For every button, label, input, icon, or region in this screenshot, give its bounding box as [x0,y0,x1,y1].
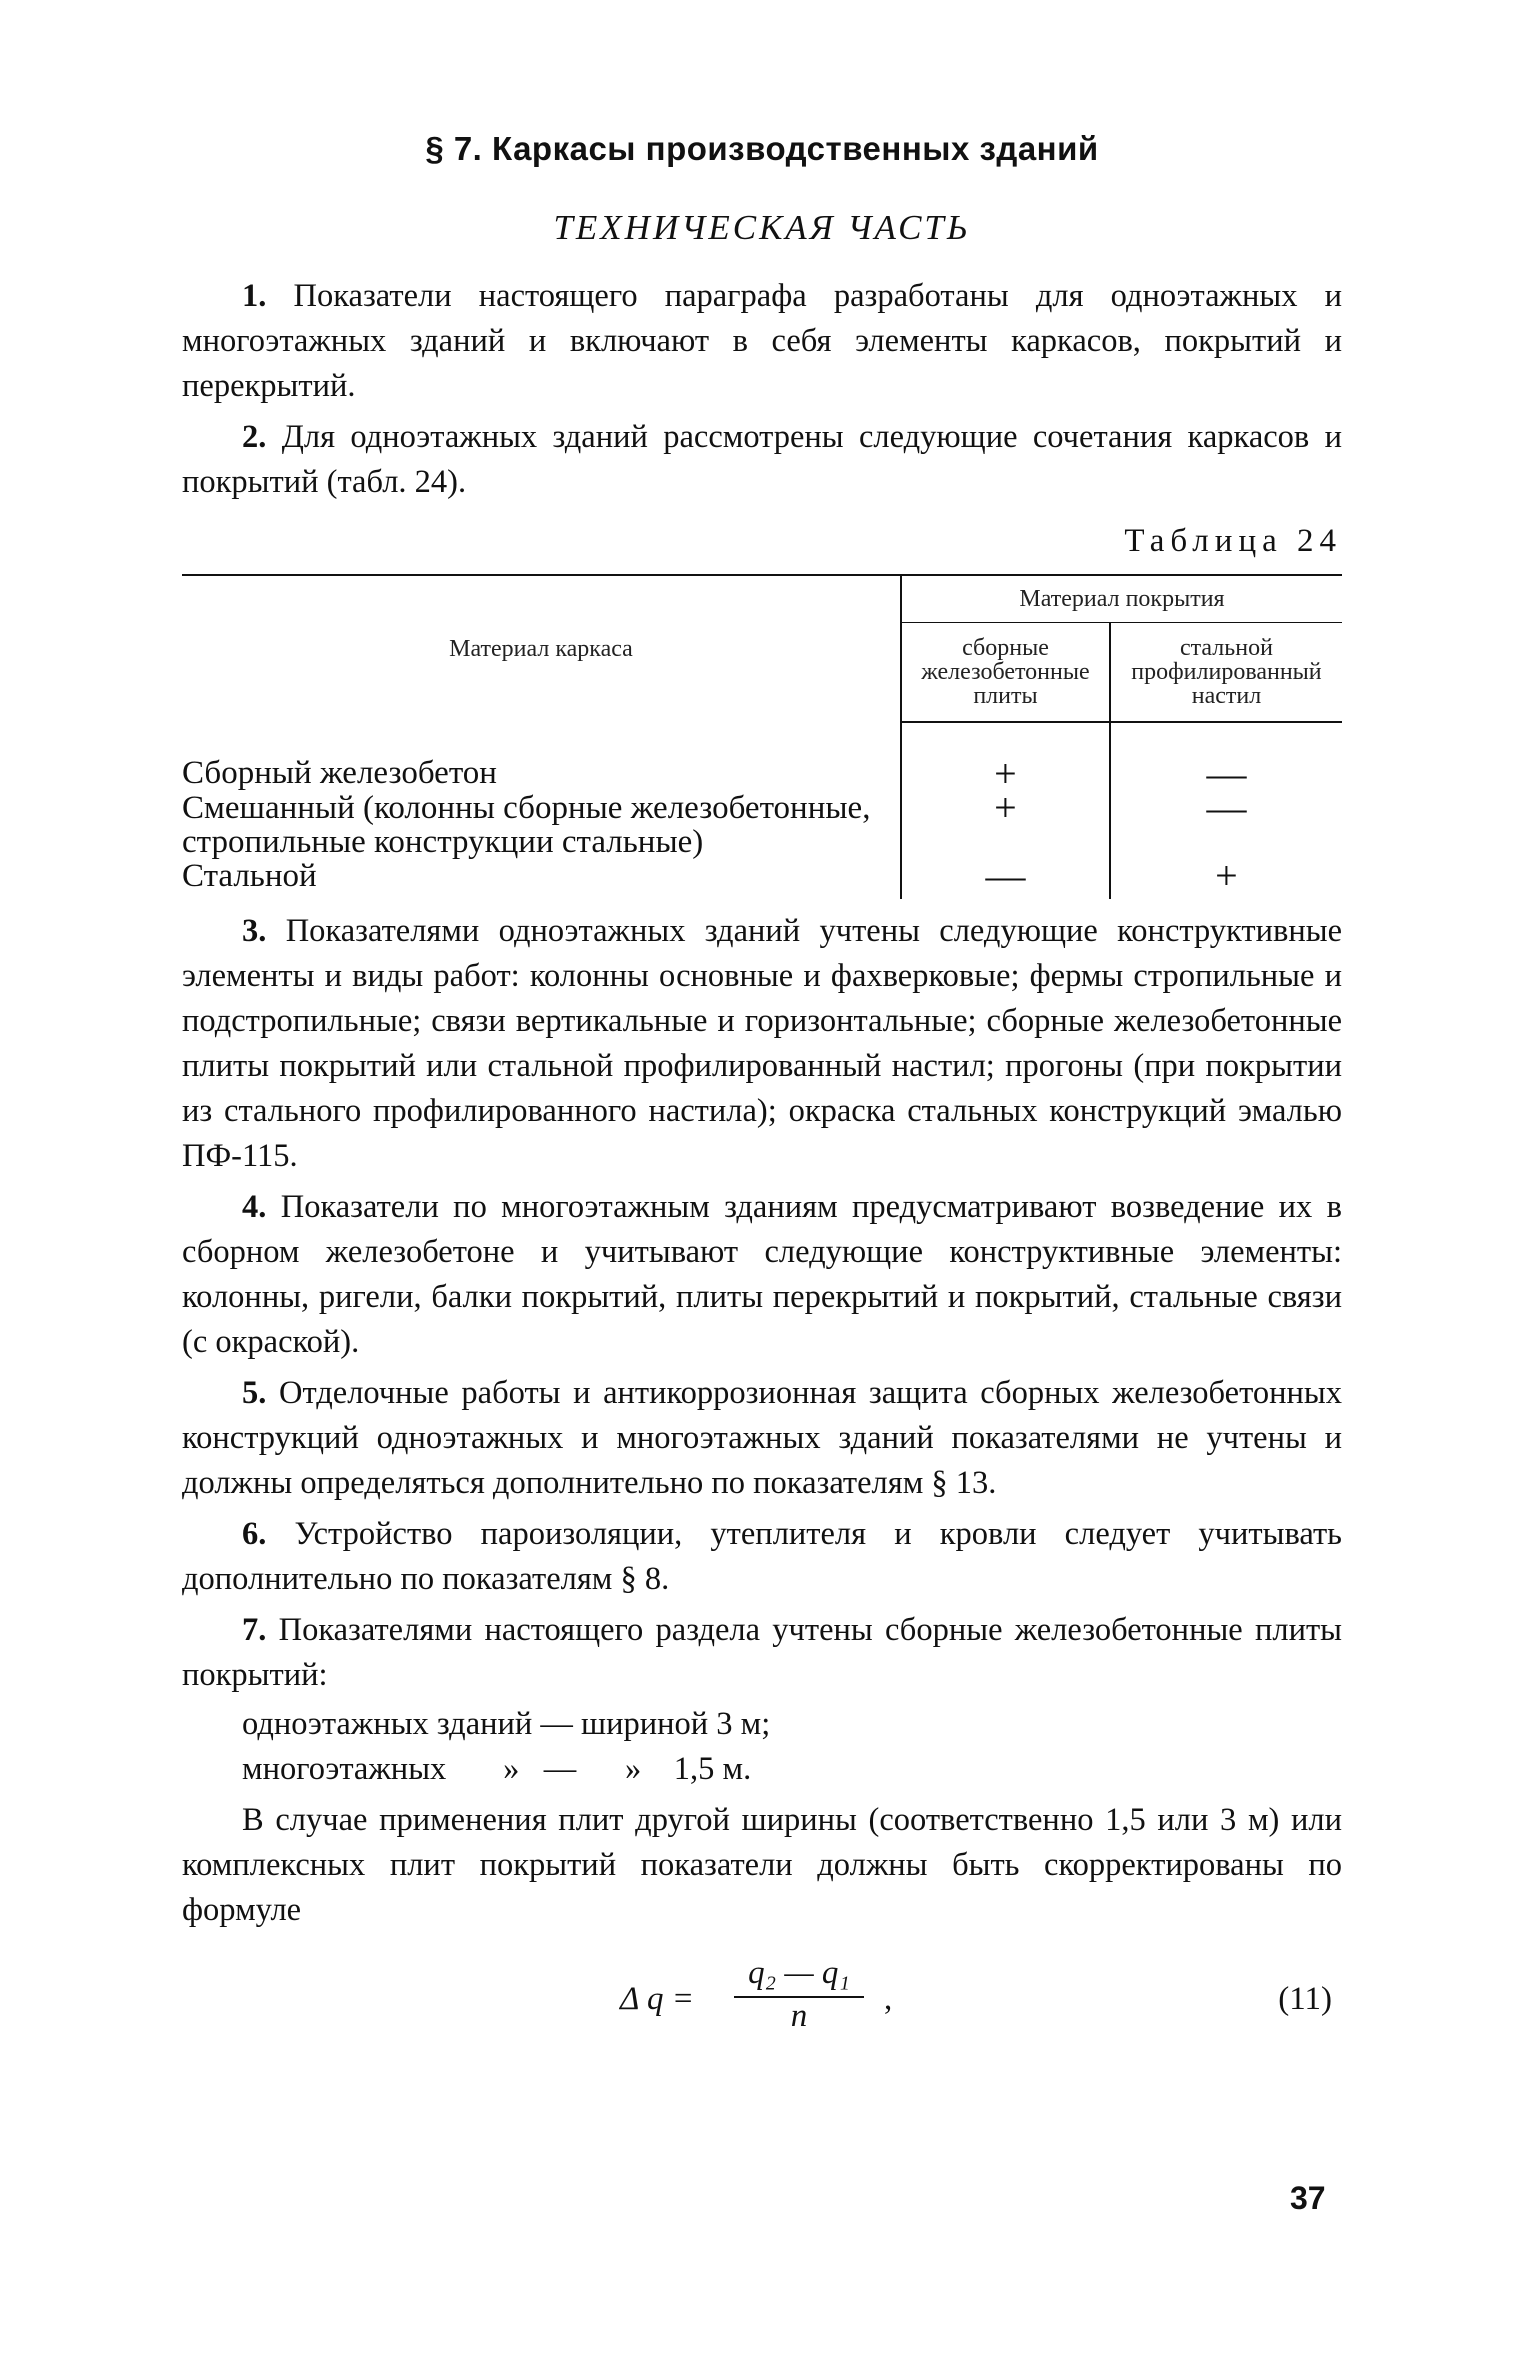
cell-mark: + [1110,859,1342,899]
formula-lhs: Δ q = [620,1981,695,2017]
formula-comma: , [884,1981,893,2017]
header-material-cover: Материал покрытия [901,575,1342,623]
paragraph-text: Устройство пароизоляции, утеплителя и кровли следует учитывать дополнительно по показателям § 8. [182,1516,1342,1597]
paragraph [182,415,1342,505]
section-subheading: ТЕХНИЧЕСКАЯ ЧАСТЬ [553,208,971,247]
paragraph [182,1371,1342,1506]
width-list [242,1702,1342,1792]
cell-mark: — [1110,791,1342,859]
cell-material: Сборный железобетон [182,755,497,791]
cell-mark: + [901,791,1110,859]
paragraph [182,274,1342,409]
header-steel-deck: стальной профилированный настил [1110,623,1342,723]
paragraph-number: 4. [242,1189,267,1225]
table-24 [182,574,1342,899]
table-row [182,791,1342,859]
paragraph-number: 3. [242,913,267,949]
paragraph [182,909,1342,1179]
header-precast-slabs: сборные железобетонные плиты [901,623,1110,723]
table-caption: Таблица 24 [1124,523,1342,559]
paragraph-text: Показатели настоящего параграфа разработаны для одноэтажных и многоэтажных зданий и включают в себя элементы каркасов, покрытий и перекрытий. [182,278,1342,404]
paragraph: В случае применения плит другой ширины (соответственно 1,5 или 3 м) или комплексных плит покрытий показатели должны быть скорректированы по формуле [182,1802,1342,1928]
paragraph-text: Показателями настоящего раздела учтены сборные железобетонные плиты покрытий: [182,1612,1342,1693]
paragraph-text: Показателями одноэтажных зданий учтены следующие конструктивные элементы и виды работ: колонны основные и фахверковые; фермы стропильные и подстропильные; связи вертикальные и горизонтальные; сборные железобетонные плиты покрытий или стальной профилированный настил; прогоны (при покрытии из стального профилированного настила); окраска стальных конструкций эмалью ПФ-115. [182,913,1342,1174]
paragraph-number: 7. [242,1612,267,1648]
formula-fraction [734,1955,864,2035]
paragraph-number: 5. [242,1375,267,1411]
formula-11 [182,1955,1342,2045]
cell-mark: + [901,722,1110,791]
page-number: 37 [1290,2180,1326,2216]
table-row [182,859,1342,899]
paragraph-number: 1. [242,278,267,314]
page-content [182,130,1342,2045]
paragraph [182,1512,1342,1602]
section-heading: § 7. Каркасы производственных зданий [425,130,1099,167]
table-row [182,722,1342,791]
paragraph-number: 2. [242,419,267,455]
paragraph-number: 6. [242,1516,267,1552]
formula-number: (11) [1278,1981,1332,2017]
cell-material: Стальной [182,858,317,894]
list-item: многоэтажных » — » 1,5 м. [242,1751,752,1787]
formula-denominator: n [790,1998,808,2034]
header-material-frame: Материал каркаса [182,575,901,722]
cell-mark: — [901,859,1110,899]
paragraph [182,1185,1342,1365]
paragraph-text: Показатели по многоэтажным зданиям предусматривают возведение их в сборном железобетоне и учитывают следующие конструктивные элементы: колонны, ригели, балки покрытий, плиты перекрытий и покрытий, стальные связи (с окраской). [182,1189,1342,1360]
cell-material: Смешанный (колонны сборные железобетонные, стропильные конструкции стальные) [182,790,871,860]
list-item: одноэтажных зданий — шириной 3 м; [242,1706,771,1742]
cell-mark: — [1110,722,1342,791]
paragraph [182,1608,1342,1698]
paragraph-text: Отделочные работы и антикоррозионная защита сборных железобетонных конструкций одноэтажных и многоэтажных зданий показателями не учтены и должны определяться дополнительно по показателям § 13. [182,1375,1342,1501]
formula-numerator: q₂ — q₁ [734,1955,864,1998]
paragraph-text: Для одноэтажных зданий рассмотрены следующие сочетания каркасов и покрытий (табл. 24). [182,419,1342,500]
